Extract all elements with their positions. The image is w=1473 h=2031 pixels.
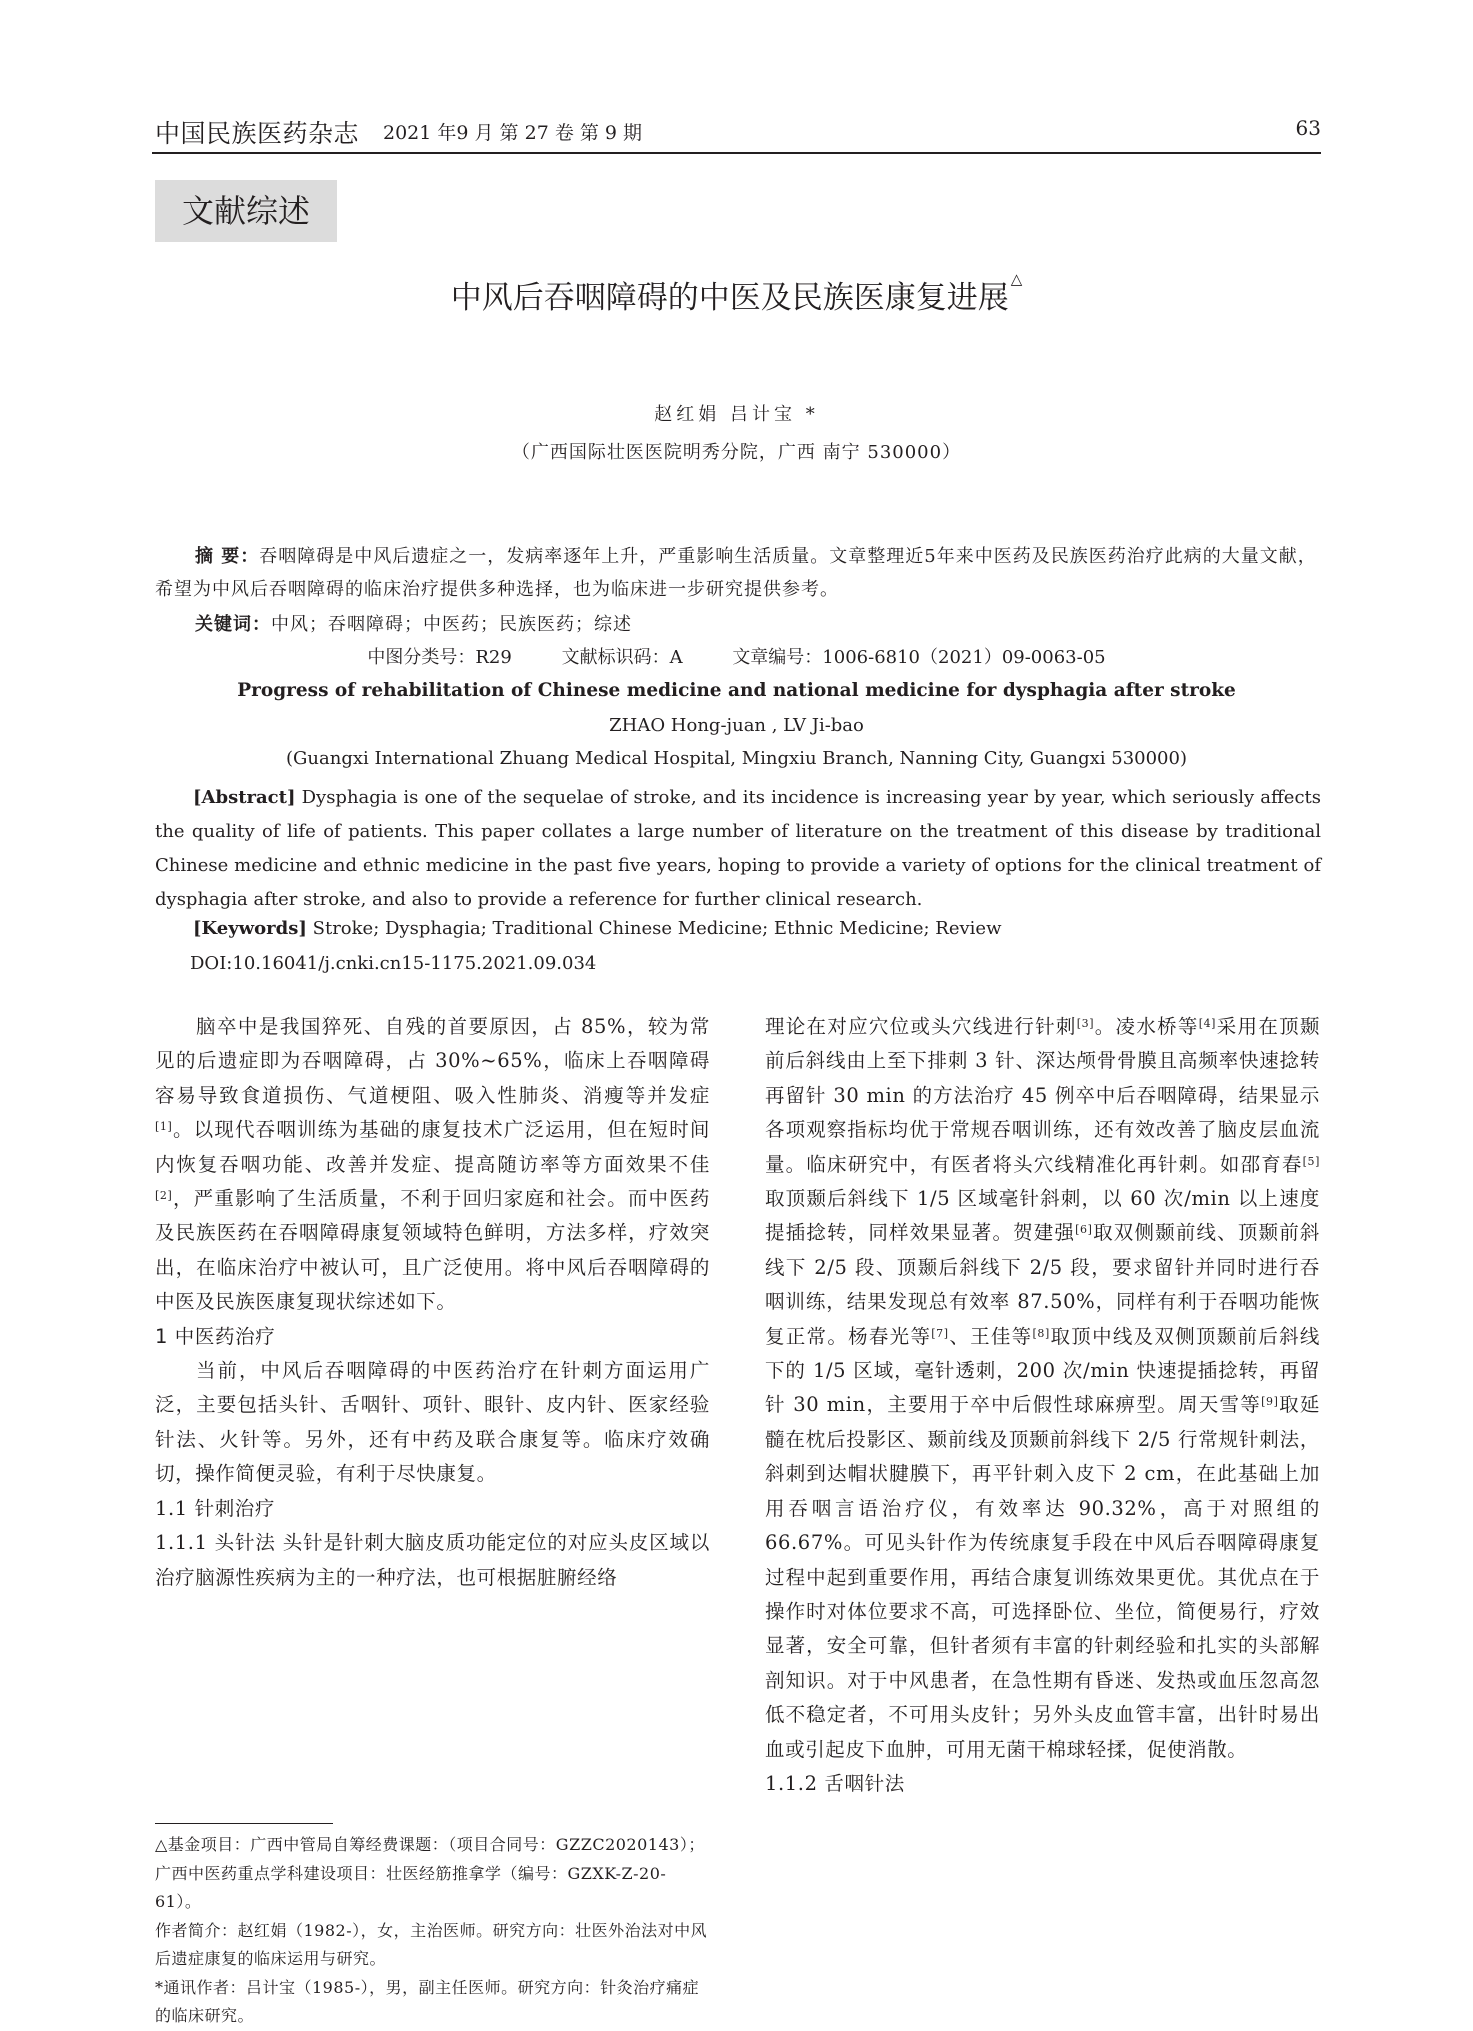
section-heading: 1 中医药治疗: [155, 1324, 276, 1348]
citation-ref[interactable]: [4]: [1198, 1017, 1217, 1030]
abstract-cn: [155, 540, 1321, 606]
body-text: 取顶颞后斜线下 1/5 区域毫针斜刺，以 60 次/min 以上速度提插捻转，同样效果显著。贺建强: [765, 1187, 1320, 1245]
body-text: 脑卒中是我国猝死、自残的首要原因，占 85%，较为常见的后遗症即为吞咽障碍，占 30%~65%，临床上吞咽障碍容易导致食道损伤、气道梗阻、吸入性肺炎、消瘦等并发症: [155, 1015, 710, 1107]
english-abstract-text: Dysphagia is one of the sequelae of stroke, and its incidence is increasing year by year, which seriously affects the quality of life of patients. This paper collates a large number of literature on the treatment of this disease by traditional Chinese medicine and ethnic medicine in the past five years, hoping to provide a variety of options for the clinical treatment of dysphagia after stroke, and also to provide a reference for further clinical research.: [155, 787, 1321, 910]
article-affiliation: （广西国际壮医医院明秀分院，广西 南宁 530000）: [511, 442, 962, 463]
abstract-cn-label: 摘 要：: [195, 546, 260, 567]
body-text: 理论在对应穴位或头穴线进行针刺: [765, 1015, 1077, 1038]
english-keywords-label: [Keywords]: [193, 918, 307, 939]
english-abstract-label: [Abstract]: [193, 787, 296, 808]
body-column-right: [765, 1010, 1320, 1801]
footnote-rule: [155, 1823, 333, 1824]
issue-info: 2021 年9 月 第 27 卷 第 9 期: [383, 122, 643, 144]
english-title: Progress of rehabilitation of Chinese medicine and national medicine for dysphagia after stroke: [237, 680, 1236, 701]
footnote-fund: △基金项目：广西中管局自筹经费课题：（项目合同号：GZZC2020143）；广西中医药重点学科建设项目：壮医经筋推拿学（编号：GZXK-Z-20-61）。: [155, 1835, 705, 1911]
english-affiliation: (Guangxi International Zhuang Medical Hospital, Mingxiu Branch, Nanning City, Guangxi 530000): [286, 748, 1187, 769]
clc-number: 中图分类号：R29: [367, 647, 512, 668]
citation-ref[interactable]: [6]: [1075, 1223, 1093, 1237]
citation-ref[interactable]: [1]: [155, 1120, 173, 1134]
citation-ref[interactable]: [3]: [1076, 1017, 1095, 1030]
page-number: 63: [1295, 116, 1321, 140]
classification-line: [0, 643, 1473, 669]
english-keywords-text: Stroke; Dysphagia; Traditional Chinese Medicine; Ethnic Medicine; Review: [312, 918, 1002, 939]
body-column-left: [155, 1010, 710, 1595]
citation-ref[interactable]: [8]: [1032, 1326, 1050, 1340]
english-abstract: [155, 781, 1321, 917]
section-tag: 文献综述: [155, 180, 337, 242]
citation-ref[interactable]: [5]: [1302, 1154, 1320, 1168]
body-text: ，严重影响了生活质量，不利于回归家庭和社会。而中医药及民族医药在吞咽障碍康复领域特色鲜明，方法多样，疗效突出，在临床治疗中被认可，且广泛使用。将中风后吞咽障碍的中医及民族医康复现状综述如下。: [155, 1187, 710, 1314]
body-text: 。以现代吞咽训练为基础的康复技术广泛运用，但在短时间内恢复吞咽功能、改善并发症、提高随访率等方面效果不佳: [155, 1118, 710, 1176]
article-authors: 赵红娟 吕计宝 *: [654, 404, 819, 425]
article-title: [0, 272, 1473, 317]
citation-ref[interactable]: [9]: [1261, 1395, 1279, 1409]
doc-code: 文献标识码：A: [561, 647, 683, 668]
keywords-cn-label: 关键词：: [195, 614, 271, 635]
body-text: 、王佳等: [948, 1324, 1033, 1348]
keywords-cn: [195, 608, 1361, 641]
abstract-cn-text: 吞咽障碍是中风后遗症之一，发病率逐年上升，严重影响生活质量。文章整理近5年来中医药及民族医药治疗此病的大量文献，希望为中风后吞咽障碍的临床治疗提供多种选择，也为临床进一步研究提供参考。: [155, 546, 1317, 600]
title-fund-mark: △: [1010, 270, 1023, 288]
body-paragraph: 当前，中风后吞咽障碍的中医药治疗在针刺方面运用广泛，主要包括头针、舌咽针、项针、眼针、皮内针、医家经验针法、火针等。另外，还有中药及联合康复等。临床疗效确切，操作简便灵验，有利于尽快康复。: [155, 1359, 710, 1486]
footnotes: [155, 1831, 710, 2031]
subsection-heading: 1.1 针刺治疗: [155, 1496, 276, 1520]
body-paragraph: [155, 1010, 710, 1320]
body-paragraph: [765, 1010, 1320, 1767]
title-text: 中风后吞咽障碍的中医及民族医康复进展: [450, 280, 1009, 316]
body-paragraph: 1.1.1 头针法 头针是针刺大脑皮质功能定位的对应头皮区域以治疗脑源性疾病为主的一种疗法，也可根据脏腑经络: [155, 1531, 710, 1589]
body-text: 采用在顶颞前后斜线由上至下排刺 3 针、深达颅骨骨膜且高频率快速捻转再留针 30 min 的方法治疗 45 例卒中后吞咽障碍，结果显示各项观察指标均优于常规吞咽训练，还有效改善了脑皮层血流量。临床研究中，有医者将头穴线精准化再针刺。如邵育春: [765, 1015, 1320, 1176]
english-keywords: [193, 918, 1001, 939]
doi-link[interactable]: DOI:10.16041/j.cnki.cn15-1175.2021.09.034: [190, 953, 597, 974]
keywords-cn-text: 中风；吞咽障碍；中医药；民族医药；综述: [271, 614, 632, 635]
english-authors: ZHAO Hong-juan , LV Ji-bao: [609, 715, 864, 736]
article-number: 文章编号：1006-6810（2021）09-0063-05: [732, 647, 1106, 668]
footnote-author: 作者简介：赵红娟（1982-），女，主治医师。研究方向：壮医外治法对中风后遗症康复的临床运用与研究。: [155, 1920, 708, 1968]
footnote-corresponding: *通讯作者：吕计宝（1985-），男，副主任医师。研究方向：针灸治疗痛症的临床研究。: [155, 1977, 700, 2025]
subsection-heading: 1.1.2 舌咽针法: [765, 1771, 905, 1795]
journal-name: 中国民族医药杂志: [155, 119, 360, 148]
body-text: 取延髓在枕后投影区、颞前线及顶颞前斜线下 2/5 行常规针刺法，斜刺到达帽状腱膜下，再平针刺入皮下 2 cm，在此基础上加用吞咽言语治疗仪，有效率达 90.32%，高于对照组的 66.67%。可见头针作为传统康复手段在中风后吞咽障碍康复过程中起到重要作用，再结合康复训练效果更优。其优点在于操作时对体位要求不高，可选择卧位、坐位，简便易行，疗效显著，安全可靠，但针者须有丰富的针刺经验和扎实的头部解剖知识。对于中风患者，在急性期有昏迷、发热或血压忽高忽低不稳定者，不可用头皮针；另外头皮血管丰富，出针时易出血或引起皮下血肿，可用无菌干棉球轻揉，促使消散。: [765, 1393, 1321, 1761]
citation-ref[interactable]: [7]: [931, 1326, 949, 1340]
body-text: 取双侧颞前线、顶颞前斜线下 2/5 段、顶颞后斜线下 2/5 段，要求留针并同时进行吞咽训练，结果发现总有效率 87.50%，同样有利于吞咽功能恢复正常。杨春光等: [765, 1221, 1320, 1348]
header-rule: [152, 152, 1321, 154]
body-text: 取顶中线及双侧顶颞前后斜线下的 1/5 区域，毫针透刺，200 次/min 快速提插捻转，再留针 30 min，主要用于卒中后假性球麻痹型。周天雪等: [765, 1324, 1320, 1417]
body-text: 。凌水桥等: [1094, 1015, 1199, 1038]
citation-ref[interactable]: [2]: [155, 1189, 173, 1203]
